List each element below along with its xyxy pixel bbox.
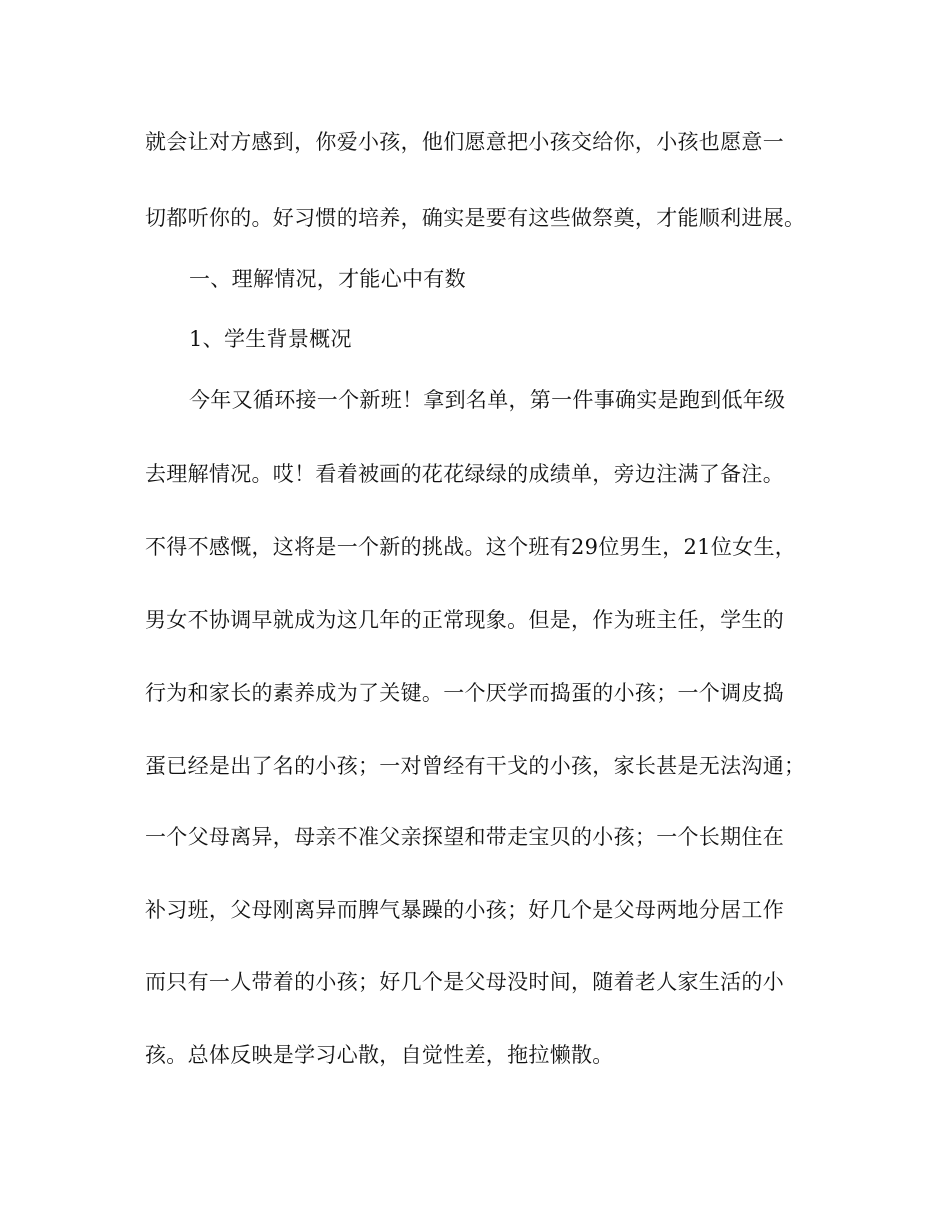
section-heading: 一、理解情况，才能心中有数 [189, 267, 466, 291]
paragraph-line: 去理解情况。哎！看着被画的花花绿绿的成绩单，旁边注满了备注。 [145, 462, 784, 486]
paragraph-line: 今年又循环接一个新班！拿到名单，第一件事确实是跑到低年级 [189, 388, 786, 412]
paragraph-line: 行为和家长的素养成为了关键。一个厌学而捣蛋的小孩；一个调皮捣 [145, 681, 784, 705]
paragraph-line: 而只有一人带着的小孩；好几个是父母没时间，随着老人家生活的小 [145, 970, 784, 994]
subsection-heading: 1、学生背景概况 [189, 327, 352, 351]
paragraph-line: 补习班，父母刚离异而脾气暴躁的小孩；好几个是父母两地分居工作 [145, 898, 784, 922]
paragraph-line: 不得不感慨，这将是一个新的挑战。这个班有29位男生，21位女生， [145, 535, 797, 559]
paragraph-line: 一个父母离异，母亲不准父亲探望和带走宝贝的小孩；一个长期住在 [145, 825, 784, 849]
paragraph-line: 蛋已经是出了名的小孩；一对曾经有干戈的小孩，家长甚是无法沟通； [145, 754, 806, 778]
paragraph-line: 切都听你的。好习惯的培养，确实是要有这些做祭奠，才能顺利进展。 [145, 206, 806, 230]
paragraph-line: 就会让对方感到，你爱小孩，他们愿意把小孩交给你，小孩也愿意一 [145, 130, 784, 154]
paragraph-line: 男女不协调早就成为这几年的正常现象。但是，作为班主任，学生的 [145, 608, 784, 632]
paragraph-line: 孩。总体反映是学习心散，自觉性差，拖拉懒散。 [145, 1043, 614, 1067]
